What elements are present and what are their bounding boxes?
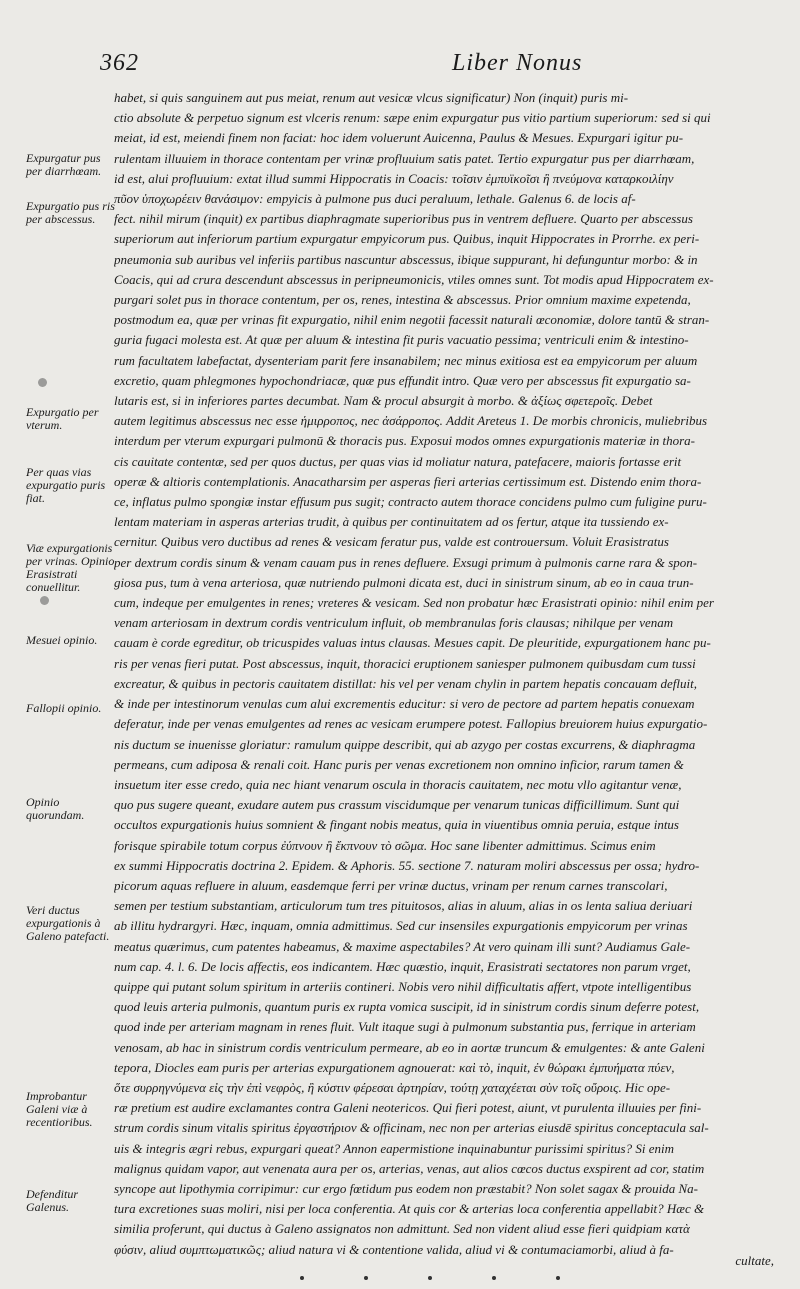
text-line: cernitur. Quibus vero ductibus ad renes & vesicam feratur pus, valde est controuersum. Voluit Erasistratus (114, 534, 669, 550)
text-line: cauam è corde egreditur, ob tricuspides valuas intus clausas. Mesues capit. De pleuritide, expurgationem hanc pu- (114, 635, 711, 651)
ink-speck (38, 378, 47, 387)
catchword: cultate, (735, 1253, 774, 1268)
text-line: num cap. 4. l. 6. De locis affectis, eos indicantem. Hæc quæstio, inquit, Erasistrati sectatores non parum vrget, (114, 958, 691, 974)
text-line: strum cordis sinum vitalis spiritus ἐργαστήριον & officinam, nec non per arterias eiusdē spiritus conceptacula sal- (114, 1120, 709, 1136)
text-line: similia proferunt, qui ductus à Galeno assignatos non admittunt. Sed non vident aliud esse fieri quidpiam κατὰ (114, 1221, 690, 1237)
text-line: rulentam illuuiem in thorace contentam per vrinæ profluuium satis patet. Tertio expurgatur pus per diarrhœam, (114, 150, 695, 166)
body-text (114, 88, 784, 1260)
text-line: meiat, id est, meiendi finem non faciat: hoc idem voluerunt Auicenna, Paulus & Mesues. Expurgari igitur pu- (114, 130, 684, 146)
text-line: forisque spirabile totum corpus ἐύπνουν ἢ ἔκπνουν τὸ σῶμα. Hoc sane libenter admittimus. Scimus enim (114, 837, 656, 853)
text-line: Coacis, qui ad crura descendunt abscessus in peripneumonicis, vtiles omnes sunt. Tot modis apud Hippocratem ex- (114, 271, 714, 287)
margin-note: Defenditur Galenus. (26, 1187, 78, 1214)
margin-note: Expurgatio per vterum. (26, 405, 99, 432)
text-line: per dextrum cordis sinum & venam cauam pus in renes defluere. Exsugi primum à pulmonis carne rara & spon- (114, 554, 698, 570)
text-line: cis cauitate contentæ, sed per quos ductus, per quas vias id moliatur natura, patefacere, maioris fortasse erit (114, 453, 682, 469)
text-line: id est, alui profluuium: extat illud summi Hippocratis in Coacis: τοῖσιν ἐμπυϊκοῖσι ἢ πνεύμονα καταρκοιλίην (114, 170, 674, 186)
text-line: quod inde per arteriam magnam in renes fluit. Vult itaque sugi à pulmonum substantia pus, ferrique in arteriam (114, 1019, 696, 1035)
text-line: deferatur, inde per venas emulgentes ad renes ac vesicam erumpere potest. Fallopius breuiorem huius expurgatio- (114, 716, 708, 732)
text-line: quod leuis arteria pulmonis, quantum puris ex rupta vomica suscipit, id in sinistrum cordis sinum deferre potest, (114, 999, 700, 1015)
text-line: lentam materiam in asperas arterias trudit, à quibus per continuitatem ad os fertur, atque ita tussiendo ex- (114, 514, 669, 530)
page-header (100, 50, 780, 80)
text-line: occultos expurgationis huius somnient & fingant nobis meatus, quia in viuentibus omnia peruia, estque intus (114, 817, 679, 833)
text-line: semen per testium substantiam, articulorum tum tres pituitosos, alias in aluum, alias in os lenta saliua deriuari (114, 898, 693, 914)
text-line: ex summi Hippocratis doctrina 2. Epidem. & Aphoris. 55. sectione 7. naturam moliri abscessus per ossa; hydro- (114, 857, 700, 873)
text-line: lutaris est, si in inferiores partes decumbat. Nam & procul absurgit à morbo. & ἀξίως σφετεροῖς. Debet (114, 393, 653, 409)
text-line: ce, inflatus pulmo spongiæ instar effusum pus sugit; contracto autem thorace concidens pulmo cum fuligine puru- (114, 494, 707, 510)
text-line: venosam, ab hac in sinistrum cordis ventriculum permeare, ab eo in aortæ truncum & emulgentes: & ante Galeni (114, 1039, 705, 1055)
text-line: ab illitu hydrargyri. Hæc, inquam, omnia admittimus. Sed cur insensiles expurgationis empyicorum per vrinas (114, 918, 688, 934)
page-mark (364, 1276, 368, 1280)
ink-speck (40, 596, 49, 605)
text-line: ὅτε συρρηγνύμενα εἰς τὴν ἐπὶ νεφρὸς, ἢ κύστιν φέρεσαι ἀρτηρίαν, τούτῃ χαταχέεται σὺν τοῖς οὔροις. Hic ope- (114, 1079, 671, 1095)
text-line: excreatur, & quibus in pectoris cauitatem distillat: his vel per venam chylin in partem hepatis concauam defluit, (114, 675, 697, 691)
page-mark (556, 1276, 560, 1280)
text-line: & inde per intestinorum venulas cum alui excrementis educitur: si vero de pectore ad partem hepatis conuexam (114, 696, 695, 712)
margin-note: Expurgatur pus per diarrhœam. (26, 151, 102, 178)
text-line: postmodum ea, quæ per vrinas fit expurgatio, nihil enim negotii facessit naturali œconomiæ, dolore tantū & stran- (114, 312, 710, 328)
text-line: nis ductum se inuenisse gloriatur: ramulum quippe describit, qui ab azygo per costas excurrens, & diaphragma (114, 736, 696, 752)
text-line: pneumonia sub auribus vel inferiis partibus nascuntur abscessus, ibique suppurant, hi defunguntur morbo: & in (114, 251, 698, 267)
text-line: rum facultatem labefactat, dysenteriam parit fere insanabilem; nec minus exitiosa est ea empyicorum per aluum (114, 352, 698, 368)
text-line: superiorum aut inferiorum partium expurgatur empyicorum pus. Quibus, inquit Hippocrates in Prorrhe. ex peri- (114, 231, 700, 247)
text-line: permeans, cum adiposa & renali coit. Hanc puris per venas excretionem non omnino inficior, rarum tamen & (114, 756, 684, 772)
text-line: habet, si quis sanguinem aut pus meiat, renum aut vesicæ vlcus significatur) Non (inquit) puris mi- (114, 90, 629, 105)
text-line: ctio absolute & perpetuo signum est vlceris renum: sæpe enim expurgatur pus vitio partium superiorum: sed si qui (114, 110, 711, 126)
margin-note: Viæ expurgationis per vrinas. Opinio Erasistrati conuellitur. (26, 541, 115, 594)
margin-note: Expurgatio pus ris per abscessus. (26, 199, 115, 226)
text-line: ris per venas fieri putat. Post abscessus, inquit, thoracici eruptionem saniesper pulmonem quibusdam cum tussi (114, 655, 696, 671)
margin-note: Improbantur Galeni viæ à recentioribus. (26, 1089, 93, 1129)
page-mark (300, 1276, 304, 1280)
text-line: venam arteriosam in dextrum cordis ventriculum influit, ob membranulas foris clausas; nihilque per venam (114, 615, 674, 631)
text-line: excretio, quam phlegmones hypochondriacæ, quæ pus effundit intro. Quæ vero per abscessus fit expurgatio sa- (114, 372, 691, 388)
text-line: tepora, Diocles eam puris per arterias expurgationem agnouerat: καὶ τὸ, inquit, ἐν θώρακι ἐμπυήματα πύεν, (114, 1059, 675, 1075)
text-line: uis & integris ægri rebus, expurgari queat? Annon eapermistione inquinabuntur purissimi spiritus? Si enim (114, 1140, 674, 1156)
text-line: purgari solet pus in thorace contentum, per os, renes, intestina & abscessus. Prior omnium maxime expetenda, (114, 292, 691, 308)
text-line: insuetum iter esse credo, quia nec hiant venarum oscula in thoracis cauitatem, nec motu vllo agitantur venæ, (114, 776, 682, 792)
page-bottom-marks (300, 1276, 560, 1282)
text-line: autem legitimus abscessus nec esse ἡμιρροπος, nec ἀσάρροπος. Addit Areteus 1. De morbis chronicis, muliebribus (114, 413, 708, 429)
text-line: guria fugaci molesta est. At quæ per aluum & intestina fit puris vacuatio pessima; ventriculi enim & intestino- (114, 332, 689, 348)
running-head: Liber Nonus (452, 50, 583, 76)
margin-note: Opinio quorundam. (26, 795, 85, 822)
text-line: cum, indeque per emulgentes in renes; vreteres & vesicam. Sed non probatur hæc Erasistrati opinio: nihil enim per (114, 595, 714, 611)
text-line: φύσιν, aliud συμπτωματικῶς; aliud natura vi & contentione valida, aliud vi & contumaciamorbi, aliud à fa- (114, 1241, 674, 1257)
text-line: malignus quidam vapor, aut venenata aura per os, arterias, venas, aut alios cœcos ductus exspirent ad cor, statim (114, 1160, 705, 1176)
margin-note: Mesuei opinio. (26, 633, 98, 647)
text-line: meatus quærimus, cum patentes habeamus, & maxime aspectabiles? At vero quinam illi sunt? Audiamus Gale- (114, 938, 691, 954)
text-line: picorum aquas refluere in aluum, easdemque ferri per vrinæ ductus, vrinam per renum carnes transcolari, (114, 877, 668, 893)
margin-note: Per quas vias expurgatio puris fiat. (26, 465, 106, 505)
text-line: ræ pretium est audire exclamantes contra Galeni neotericos. Qui fieri potest, aiunt, vt purulenta illuuies per fini- (114, 1100, 702, 1116)
text-line: tura excretiones suas moliri, nisi per loca conferentia. At quis cor & arterias loca conferentia appellabit? Hæc & (114, 1201, 705, 1217)
page-mark (492, 1276, 496, 1280)
page-mark (428, 1276, 432, 1280)
text-line: operæ & altioris contemplationis. Anacatharsim per asperas fieri arterias certissimum est. Distendo enim thora- (114, 473, 702, 489)
text-line: πῦον ὑποχωρέειν θανάσιμον: empyicis à pulmone pus duci peraluum, lethale. Galenus 6. de locis af- (114, 191, 636, 207)
text-line: syncope aut lipothymia corripimur: cur ergo fœtidum pus eodem non præstabit? Non solet sagax & prouida Na- (114, 1180, 699, 1196)
text-line: quippe qui putant solum spiritum in arteriis contineri. Nobis vero nihil difficultatis affert, vtpote intelligentibus (114, 978, 692, 994)
text-line: giosa pus, tum à vena arteriosa, quæ nutriendo pulmoni dicata est, duci in sinistrum sinum, ab eo in caua trun- (114, 574, 694, 590)
margin-note: Fallopii opinio. (26, 701, 102, 715)
page-number: 362 (100, 50, 139, 76)
text-line: quo pus sugere queant, exudare autem pus crassum viscidumque per venarum tunicas difficillimum. Sunt qui (114, 797, 680, 813)
margin-notes (0, 0, 118, 1289)
margin-note: Veri ductus expurgationis à Galeno patefacti. (26, 903, 110, 943)
text-line: interdum per vterum expurgari pulmonū & thoracis pus. Exposui modos omnes expurgationis materiæ in thora- (114, 433, 695, 449)
text-line: fect. nihil mirum (inquit) ex partibus diaphragmate superioribus pus in ventrem defluere. Quarto per abscessus (114, 211, 693, 227)
